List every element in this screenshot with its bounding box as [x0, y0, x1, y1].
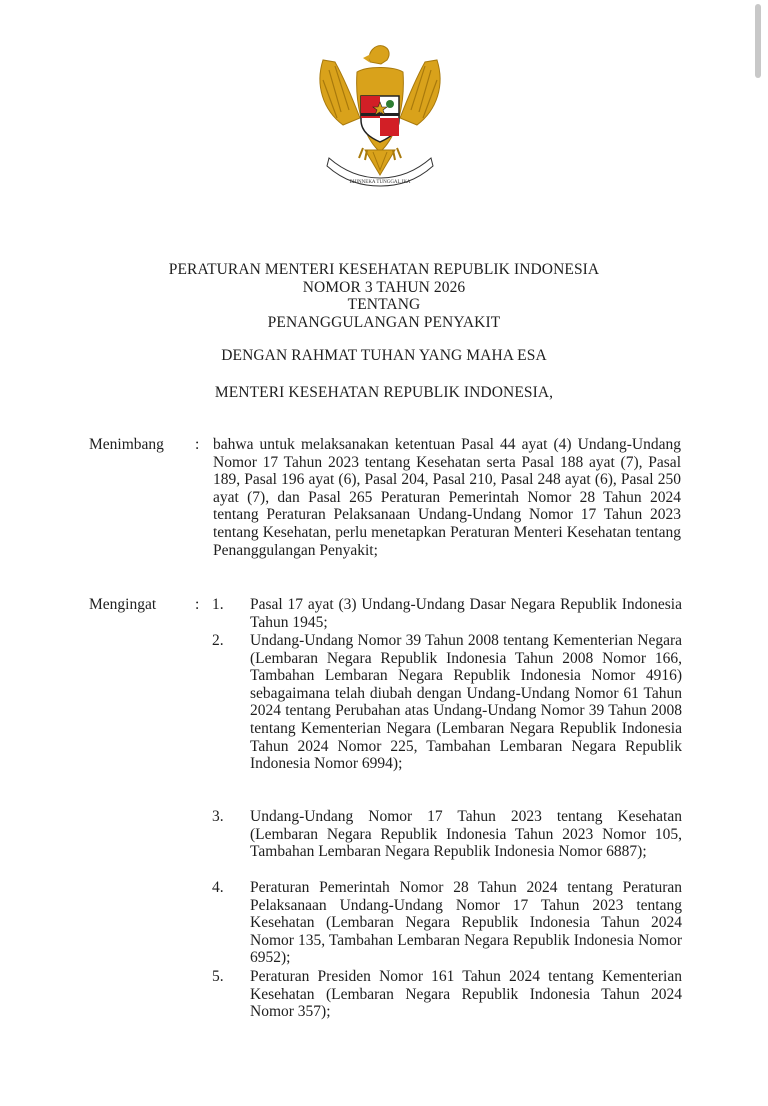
menimbang-colon: : — [195, 436, 200, 453]
list-item-text: Undang-Undang Nomor 39 Tahun 2008 tentang Kementerian Negara (Lembaran Negara Republik Indonesia Tahun 2008 Nomor 166, Tambahan Lembaran Negara Republik Indonesia Nomor 4916) sebagaimana telah diubah dengan Undang-Undang Nomor 61 Tahun 2024 tentang Perubahan atas Undang-Undang Nomor 39 Tahun 2008 tentang Kementerian Negara (Lembaran Negara Republik Indonesia Tahun 2024 Nomor 225, Tambahan Lembaran Negara Republik Indonesia Nomor 6994); — [250, 632, 682, 773]
list-item-number: 2. — [212, 632, 224, 649]
title-line: PERATURAN MENTERI KESEHATAN REPUBLIK INDONESIA — [168, 261, 600, 278]
list-item-text: Peraturan Pemerintah Nomor 28 Tahun 2024 tentang Peraturan Pelaksanaan Undang-Undang Nomor 17 Tahun 2023 tentang Kesehatan (Lembaran Negara Republik Indonesia Tahun 2024 Nomor 135, Tambahan Lembaran Negara Republik Indonesia Nomor 6952); — [250, 879, 682, 967]
list-item — [212, 968, 682, 1021]
menimbang-text: bahwa untuk melaksanakan ketentuan Pasal 44 ayat (4) Undang-Undang Nomor 17 Tahun 2023 tentang Kesehatan serta Pasal 188 ayat (7), Pasal 189, Pasal 196 ayat (6), Pasal 204, Pasal 210, Pasal 248 ayat (6), Pasal 250 ayat (7), dan Pasal 265 Peraturan Pemerintah Nomor 28 Tahun 2024 tentang Peraturan Pelaksanaan Undang-Undang Nomor 17 Tahun 2023 tentang Kesehatan, perlu menetapkan Peraturan Menteri Kesehatan tentang Penanggulangan Penyakit; — [213, 436, 681, 559]
list-item — [212, 808, 682, 879]
mengingat-label: Mengingat — [89, 596, 157, 613]
svg-text:BHINNEKA TUNGGAL IKA: BHINNEKA TUNGGAL IKA — [349, 180, 411, 185]
minister-line: MENTERI KESEHATAN REPUBLIK INDONESIA, — [214, 384, 554, 401]
list-item — [212, 632, 682, 808]
mengingat-list — [212, 596, 682, 1021]
list-item-number: 1. — [212, 596, 224, 613]
list-item — [212, 879, 682, 968]
mengingat-colon: : — [195, 596, 200, 613]
list-item-number: 3. — [212, 808, 224, 825]
title-line: NOMOR 3 TAHUN 2026 — [302, 278, 466, 296]
list-item-text: Pasal 17 ayat (3) Undang-Undang Dasar Negara Republik Indonesia Tahun 1945; — [250, 596, 682, 631]
list-item-text: Peraturan Presiden Nomor 161 Tahun 2024 tentang Kementerian Kesehatan (Lembaran Negara Republik Indonesia Tahun 2024 Nomor 357); — [250, 968, 682, 1021]
title-line: PENANGGULANGAN PENYAKIT — [267, 313, 501, 331]
title-line: TENTANG — [347, 296, 421, 313]
scrollbar[interactable] — [755, 4, 761, 78]
menimbang-label: Menimbang — [89, 436, 164, 453]
list-item-number: 4. — [212, 879, 224, 896]
regulation-title — [0, 261, 768, 331]
garuda-pancasila-emblem — [315, 40, 445, 190]
blessing-line: DENGAN RAHMAT TUHAN YANG MAHA ESA — [221, 347, 547, 364]
list-item-text: Undang-Undang Nomor 17 Tahun 2023 tentang Kesehatan (Lembaran Negara Republik Indonesia Tahun 2023 Nomor 105, Tambahan Lembaran Negara Republik Indonesia Nomor 6887); — [250, 808, 682, 861]
list-item-number: 5. — [212, 968, 224, 985]
list-item — [212, 596, 682, 632]
